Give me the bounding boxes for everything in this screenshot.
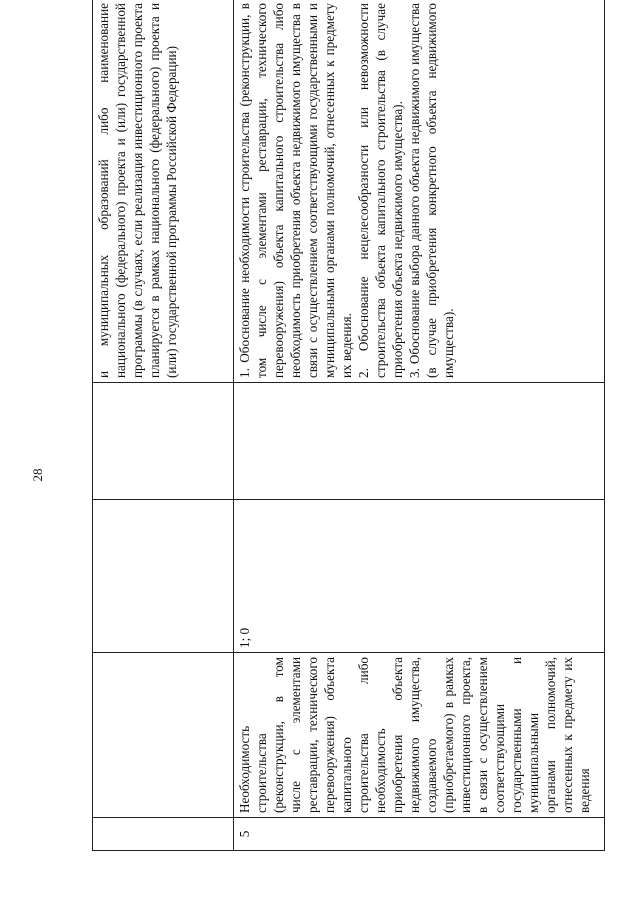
criteria-table bbox=[92, 0, 605, 851]
description-paragraph: 3. Обоснование выбора данного объекта недвижимого имущества (в случае приобретения конкретного объекта недвижимого имущества). bbox=[407, 3, 456, 378]
table-row-continuation bbox=[93, 0, 234, 851]
landscape-page bbox=[92, 3, 598, 851]
cell-code-empty bbox=[93, 500, 234, 653]
description-paragraph: 1. Обоснование необходимости строительства (реконструкции, в том числе с элементами реставрации, технического перевооружения) объекта капитального строительства либо необходимость приобретения объекта недвижимого имущества в связи с осуществлением соответствующими государственными и муниципальными органами полномочий, отнесенных к предмету их ведения. bbox=[237, 3, 354, 378]
cell-number-empty bbox=[93, 818, 234, 851]
cell-name-empty bbox=[93, 653, 234, 818]
rotated-table-area bbox=[92, 3, 598, 851]
page-number: 28 bbox=[30, 468, 45, 482]
row-number: 5 bbox=[234, 818, 605, 851]
description-paragraph: 2. Обоснование нецелесообразности или невозможности строительства объекта капитального строительства (в случае приобретения объекта недвижимого имущества). bbox=[356, 3, 405, 378]
cell-empty bbox=[234, 383, 605, 500]
criterion-name: Необходимость строительства (реконструкции, в том числе с элементами реставрации, технического перевооружения) объекта капитального строительства либо необходимость приобретения объекта недвижимого имущества, создаваемого (приобретаемого) в рамках инвестиционного проекта, в связи с осуществлением соответствующими государственными и муниципальными органами полномочий, отнесенных к предмету их ведения bbox=[234, 653, 605, 818]
cell-description-continuation: и муниципальных образований либо наименование национального (федерального) проекта и (или) государственной программы (в случаях, если реализация инвестиционного проекта планируется в рамках национального (федерального) проекта и (или) государственной программы Российской Федерации) bbox=[93, 0, 234, 383]
cell-empty bbox=[93, 383, 234, 500]
criterion-description bbox=[234, 0, 605, 383]
table-row bbox=[234, 0, 605, 851]
criterion-code: 1; 0 bbox=[234, 500, 605, 653]
